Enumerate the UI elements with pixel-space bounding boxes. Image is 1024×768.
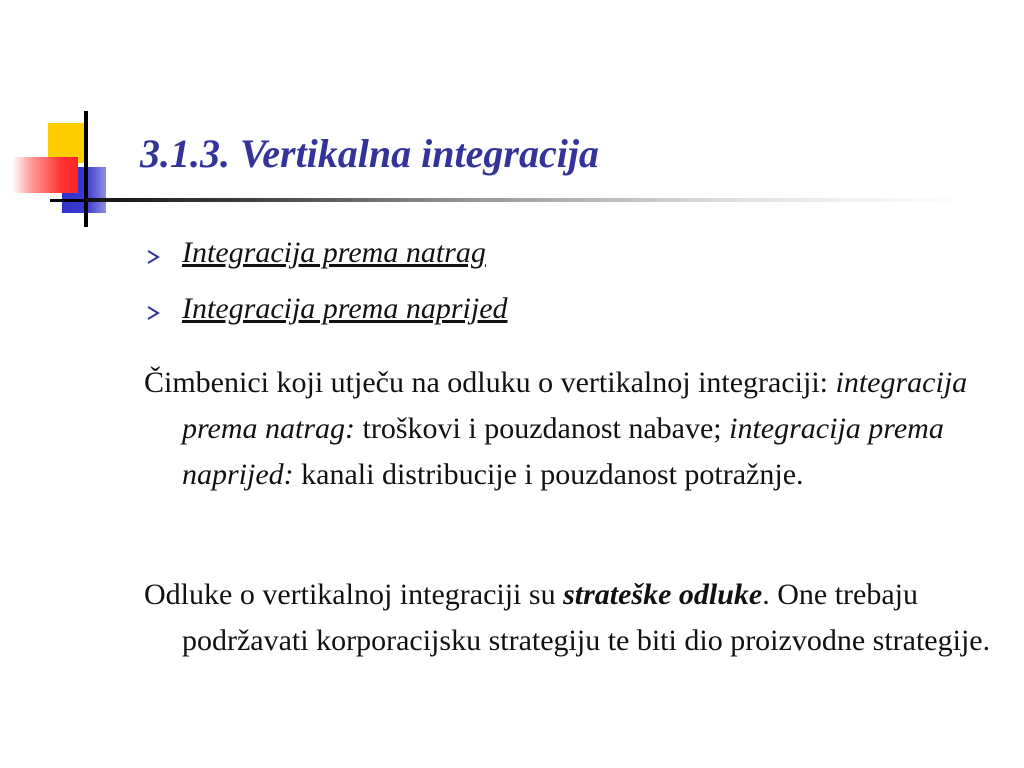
decorative-logo: [0, 105, 150, 235]
title-underline-rule: [86, 198, 966, 202]
bullet-label-naprijed: Integracija prema naprijed: [182, 292, 508, 325]
text-run: . One trebaju podržavati korporacijsku strategiju te biti dio proizvodne strategije.: [182, 578, 991, 657]
slide-title: 3.1.3. Vertikalna integracija: [140, 131, 599, 176]
text-run: troškovi i pouzdanost nabave;: [355, 412, 730, 445]
bullet-label-natrag: Integracija prema natrag: [182, 236, 486, 269]
text-run: Čimbenici koji utječu na odluku o vertikalnoj integraciji:: [144, 366, 836, 399]
red-gradient-bar: [12, 157, 78, 193]
text-run: kanali distribucije i pouzdanost potražnje.: [293, 458, 804, 491]
paragraph-decisions: [144, 572, 1012, 664]
logo-vertical-line: [84, 111, 88, 227]
arrow-bullet-icon: [146, 306, 160, 320]
italic-term-naprijed: integracija prema naprijed:: [182, 412, 944, 491]
text-run: Odluke o vertikalnoj integraciji su: [144, 578, 564, 611]
arrow-bullet-icon: [146, 250, 160, 264]
bold-italic-term: strateške odluke: [563, 578, 763, 611]
italic-term-natrag: integracija prema natrag:: [182, 366, 968, 445]
paragraph-factors: [144, 360, 1012, 498]
